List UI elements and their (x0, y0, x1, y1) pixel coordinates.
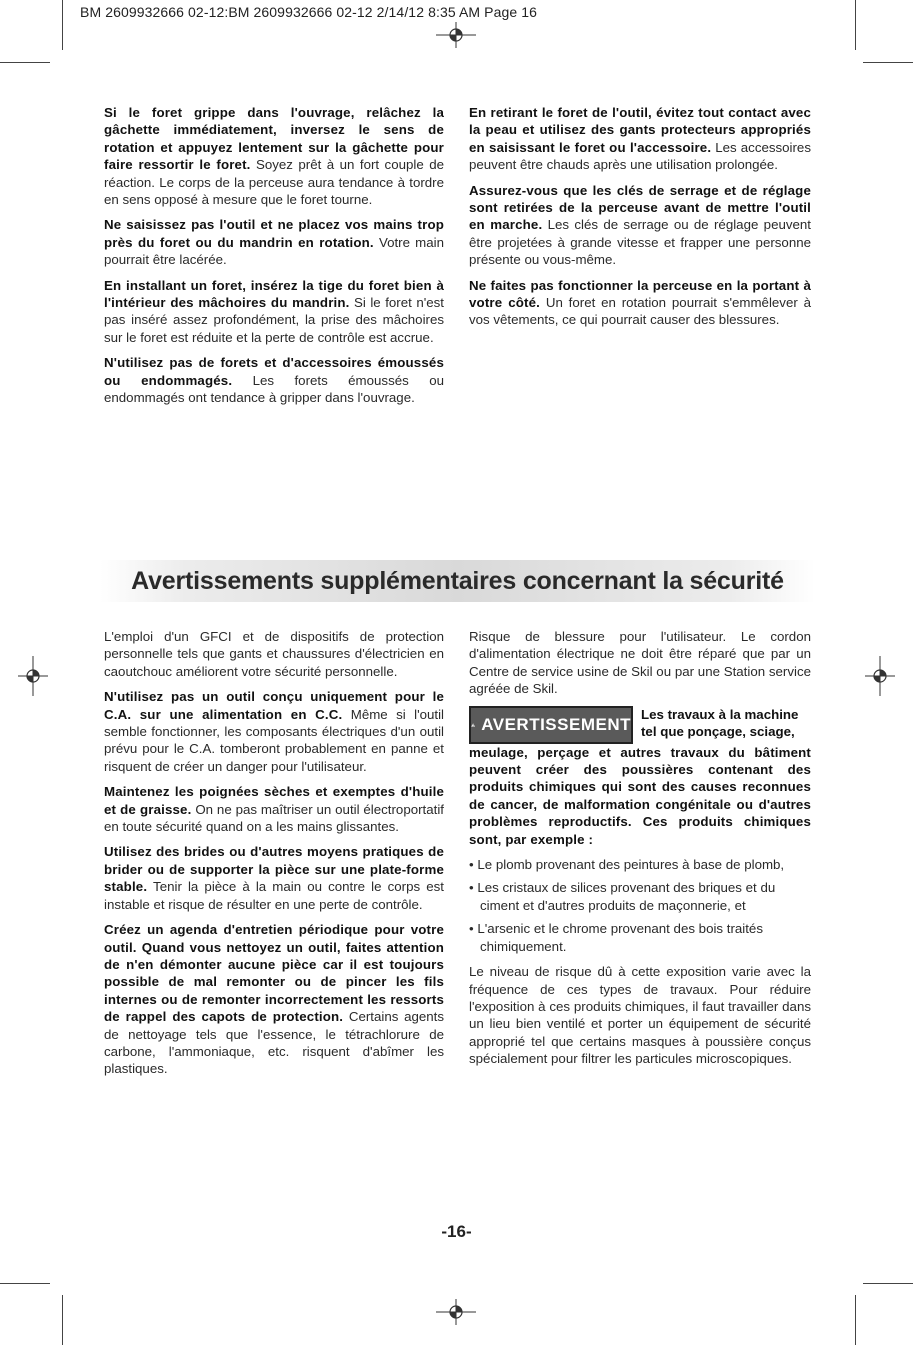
paragraph: N'utilisez pas un outil conçu uniquement pour le C.A. sur une alimentation en C.C. Même si l'outil semble fonctionner, les composants électriques d'un outil prévu pour le C.A. tomberont probablement en panne et risquent de créer un danger pour l'utilisateur. (104, 689, 444, 774)
paragraph: En retirant le foret de l'outil, évitez tout contact avec la peau et utilisez des gants protecteurs appropriés en saisissant le foret ou l'accessoire. Les accessoires peuvent être chauds après une utilisation prolongée. (469, 105, 811, 173)
crop-mark (855, 1295, 856, 1345)
left-top-column (104, 104, 444, 415)
hazard-list (469, 856, 811, 955)
paragraph: N'utilisez pas de forets et d'accessoires émoussés ou endommagés. Les forets émoussés ou endommagés ont tendance à gripper dans l'ouvrage. (104, 355, 444, 406)
crop-mark (863, 62, 913, 63)
crop-mark (62, 0, 63, 50)
warning-body: meulage, perçage et autres travaux du bâtiment peuvent créer des poussières contenant des produits chimiques qui sont des causes reconnues de cancer, de malformation congénitale ou d'autres problèmes reproductifs. Ces produits chimiques sont, par exemple : (469, 744, 811, 847)
paragraph: L'emploi d'un GFCI et de dispositifs de protection personnelle tels que gants et chaussures d'électricien en caoutchouc améliorent votre sécurité personnelle. (104, 629, 444, 679)
warning-badge (469, 706, 633, 744)
paragraph: Risque de blessure pour l'utilisateur. Le cordon d'alimentation électrique ne doit être réparé que par un Centre de service usine de Skil ou par une Station service agréée de Skil. (469, 629, 811, 697)
crop-mark (863, 1283, 913, 1284)
crop-mark (0, 62, 50, 63)
right-bottom-column (469, 628, 811, 1076)
crop-mark (855, 0, 856, 50)
left-bottom-column (104, 628, 444, 1086)
section-title-banner (100, 560, 815, 602)
crop-mark (62, 1295, 63, 1345)
page-number: -16- (441, 1222, 472, 1241)
crop-mark (0, 1283, 50, 1284)
warning-block (469, 706, 811, 744)
paragraph: En installant un foret, insérez la tige du foret bien à l'intérieur des mâchoires du mandrin. Si le foret n'est pas inséré assez profondément, la prise des mâchoires sur le foret est réduite et la perte de contrôle est accrue. (104, 277, 444, 345)
paragraph: Ne faites pas fonctionner la perceuse en la portant à votre côté. Un foret en rotation pourrait s'emmêlever à vos vêtements, ce qui pourrait causer des blessures. (469, 277, 811, 328)
paragraph: Le niveau de risque dû à cette exposition varie avec la fréquence de ces types de travaux. Pour réduire l'exposition à ces produits chimiques, il faut travailler dans un lieu bien ventilé et porter un équipement de sécurité approprié tel que certains masques à poussière conçus spécialement pour filtrer les particules microscopiques. (469, 964, 811, 1067)
section-title: Avertissements supplémentaires concernant la sécurité (131, 566, 784, 595)
paragraph: Maintenez les poignées sèches et exemptes d'huile et de graisse. On ne pas maîtriser un outil électroportatif en toute sécurité quand on a les mains glissantes. (104, 784, 444, 835)
list-item: • Le plomb provenant des peintures à base de plomb, (469, 856, 811, 873)
list-item: • Les cristaux de silices provenant des briques et du ciment et d'autres produits de maçonnerie, et (469, 879, 811, 914)
paragraph: Assurez-vous que les clés de serrage et de réglage sont retirées de la perceuse avant de mettre l'outil en marche. Les clés de serrage ou de réglage peuvent être projetées à grande vitesse et frapper une personne présente ou vous-même. (469, 182, 811, 268)
list-item: • L'arsenic et le chrome provenant des bois traités chimiquement. (469, 920, 811, 955)
registration-mark-icon (436, 1299, 476, 1325)
paragraph: Si le foret grippe dans l'ouvrage, relâchez la gâchette immédiatement, inversez le sens de rotation et appuyez lentement sur la gâchette pour faire ressortir le foret. Soyez prêt à un fort couple de réaction. Le corps de la perceuse aura tendance à tordre en sens opposé à mesure que le foret tourne. (104, 105, 444, 208)
registration-mark-icon (18, 656, 48, 696)
warning-triangle-icon (471, 717, 475, 733)
paragraph: Ne saisissez pas l'outil et ne placez vos mains trop près du foret ou du mandrin en rotation. Votre main pourrait être lacérée. (104, 217, 444, 268)
paragraph: Utilisez des brides ou d'autres moyens pratiques de brider ou de supporter la pièce sur une plate-forme stable. Tenir la pièce à la main ou contre le corps est instable et risque de résulter en une perte de contrôle. (104, 844, 444, 912)
paragraph: Créez un agenda d'entretien périodique pour votre outil. Quand vous nettoyez un outil, faites attention de n'en démonter aucune pièce car il est toujours possible de mal remonter ou de pincer les fils internes ou de remonter incorrectement les ressorts de rappel des capots de protection. Certains agents de nettoyage tels que l'essence, le tétrachlorure de carbone, l'ammoniaque, etc. risquent d'abîmer les plastiques. (104, 922, 444, 1077)
right-top-column (469, 104, 811, 337)
warning-label: AVERTISSEMENT (481, 714, 631, 734)
registration-mark-icon (436, 22, 476, 48)
registration-mark-icon (865, 656, 895, 696)
warning-heading: Les travaux à la machine tel que ponçage, sciage, (641, 706, 799, 740)
print-slug: BM 2609932666 02-12:BM 2609932666 02-12 2/14/12 8:35 AM Page 16 (80, 4, 537, 20)
